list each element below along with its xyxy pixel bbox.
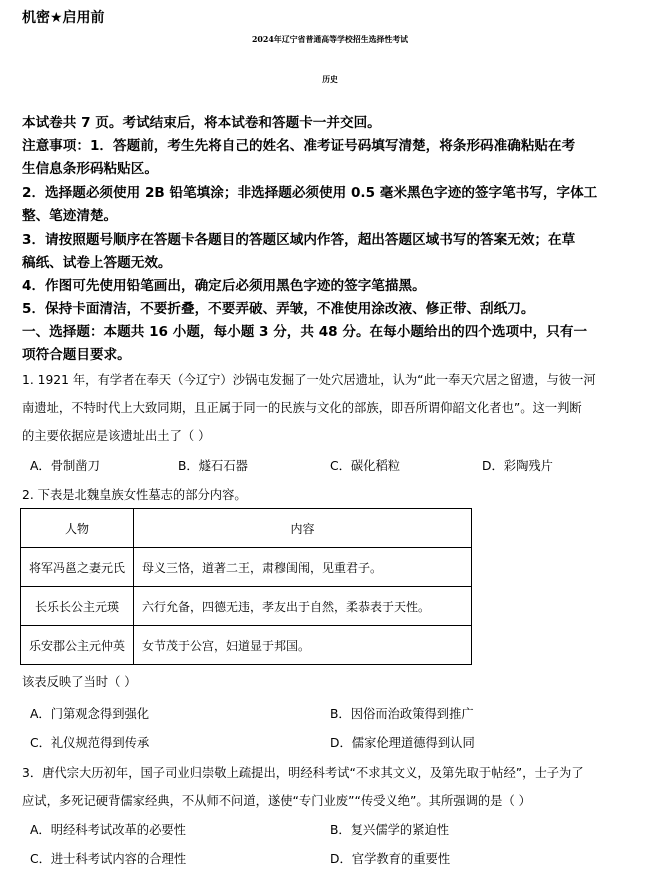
q2-option-a[interactable]: A．门第观念得到强化	[30, 707, 150, 721]
q3-option-a[interactable]: A．明经科考试改革的必要性	[30, 823, 186, 837]
table-cell-content: 女节茂于公宫，妇道显于邦国。	[134, 626, 472, 665]
q1-stem-cont: 南遗址，不特时代上大致同期，且正属于同一的民族与文化的部族，即吾所谓仰韶文化者也”。这一判断	[22, 401, 582, 415]
table-header-row	[21, 509, 472, 548]
note-3-cont: 稿纸、试卷上答题无效。	[22, 255, 172, 271]
table-row	[21, 587, 472, 626]
q3-option-b[interactable]: B．复兴儒学的紧迫性	[330, 823, 450, 837]
section-heading: 一、选择题：本题共 16 小题，每小题 3 分，共 48 分。在每小题给出的四个选项中，只有一	[22, 324, 588, 340]
table-row	[21, 626, 472, 665]
note-1-cont: 生信息条形码粘贴区。	[22, 161, 158, 177]
note-4: 4．作图可先使用铅笔画出，确定后必须用黑色字迹的签字笔描黑。	[22, 278, 426, 294]
q3-option-c[interactable]: C．进士科考试内容的合理性	[30, 852, 187, 866]
table-cell-person: 将军冯邕之妻元氏	[21, 548, 134, 587]
section-heading-cont: 项符合题目要求。	[22, 347, 131, 363]
q2-option-c[interactable]: C．礼仪规范得到传承	[30, 736, 150, 750]
confidential-label: 机密★启用前	[22, 10, 105, 26]
note-3: 3．请按照题号顺序在答题卡各题目的答题区域内作答，超出答题区域书写的答案无效；在草	[22, 232, 576, 248]
q2-option-d[interactable]: D．儒家伦理道德得到认同	[330, 736, 475, 750]
q1-stem-end: 的主要依据应是该遗址出土了（ ）	[22, 429, 211, 443]
table-cell-person: 长乐长公主元瑛	[21, 587, 134, 626]
q1-option-d[interactable]: D．彩陶残片	[482, 459, 553, 473]
note-5: 5．保持卡面清洁，不要折叠，不要弄破、弄皱，不准使用涂改液、修正带、刮纸刀。	[22, 301, 535, 317]
note-2-cont: 整、笔迹清楚。	[22, 208, 118, 224]
q3-option-d[interactable]: D．官学教育的重要性	[330, 852, 451, 866]
q2-table	[20, 508, 472, 665]
q1-option-a[interactable]: A．骨制凿刀	[30, 459, 100, 473]
q1-stem: 1. 1921 年，有学者在奉天（今辽宁）沙锅屯发掘了一处穴居遗址，认为“此一奉天穴居之留遗，与彼一河	[22, 373, 596, 387]
instruction-line: 本试卷共 7 页。考试结束后，将本试卷和答题卡一并交回。	[22, 115, 381, 131]
table-row	[21, 548, 472, 587]
table-header-person: 人物	[21, 509, 134, 548]
q2-stem: 2. 下表是北魏皇族女性墓志的部分内容。	[22, 488, 247, 502]
q1-option-c[interactable]: C．碳化稻粒	[330, 459, 401, 473]
note-2: 2．选择题必须使用 2B 铅笔填涂；非选择题必须使用 0.5 毫米黑色字迹的签字笔书写，字体工	[22, 185, 598, 201]
q2-option-b[interactable]: B．因俗而治政策得到推广	[330, 707, 474, 721]
subject-title: 历史	[322, 75, 338, 84]
exam-title: 2024年辽宁省普通高等学校招生选择性考试	[251, 35, 409, 44]
table-cell-content: 六行允备，四德无违，孝友出于自然，柔恭表于天性。	[134, 587, 472, 626]
table-header-content: 内容	[134, 509, 472, 548]
q3-stem: 3．唐代宗大历初年，国子司业归崇敬上疏提出，明经科考试“不求其文义，及第先取于帖经”，士子为了	[22, 766, 584, 780]
table-cell-person: 乐安郡公主元仲英	[21, 626, 134, 665]
table-cell-content: 母义三恪，道著二王，肃穆闺闱，见重君子。	[134, 548, 472, 587]
q1-option-b[interactable]: B．燧石石器	[178, 459, 248, 473]
note-1: 注意事项：1．答题前，考生先将自己的姓名、准考证号码填写清楚，将条形码准确粘贴在考	[22, 138, 576, 154]
q2-question: 该表反映了当时（ ）	[22, 675, 137, 689]
q3-stem-cont: 应试，多死记硬背儒家经典，不从师不问道，遂使“专门业废”“传受义绝”。其所强调的是（ ）	[22, 794, 531, 808]
